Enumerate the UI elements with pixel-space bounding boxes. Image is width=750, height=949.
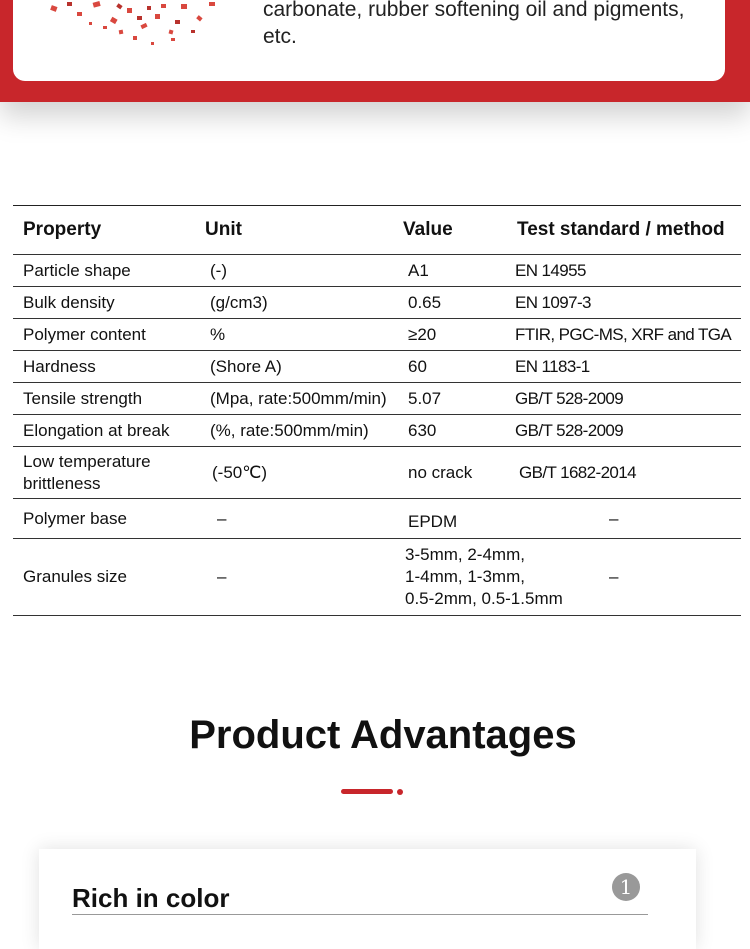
cell-unit: (Mpa, rate:500mm/min) bbox=[203, 383, 403, 415]
cell-value: 5.07 bbox=[403, 383, 506, 415]
cell-value: no crack bbox=[403, 447, 506, 499]
cell-unit: % bbox=[203, 319, 403, 351]
header-unit: Unit bbox=[203, 206, 403, 255]
accent-dot bbox=[397, 789, 403, 795]
cell-standard: EN 1097-3 bbox=[506, 287, 741, 319]
divider bbox=[72, 914, 648, 915]
cell-standard: EN 14955 bbox=[506, 255, 741, 287]
cell-property bbox=[13, 447, 203, 499]
table-row bbox=[13, 351, 741, 383]
table-row bbox=[13, 287, 741, 319]
cell-value-line: 3-5mm, 2-4mm, bbox=[405, 545, 525, 564]
cell-property: Tensile strength bbox=[13, 383, 203, 415]
header-value: Value bbox=[403, 206, 506, 255]
advantage-title: Rich in color bbox=[72, 883, 230, 913]
cell-value-line: 1-4mm, 1-3mm, bbox=[405, 567, 525, 586]
cell-value: EPDM bbox=[403, 499, 506, 539]
cell-property: Polymer content bbox=[13, 319, 203, 351]
cell-standard: GB/T 528-2009 bbox=[506, 383, 741, 415]
number-one-icon: 1 bbox=[612, 873, 640, 901]
banner-text-line: etc. bbox=[263, 25, 297, 48]
table-row bbox=[13, 539, 741, 616]
table-row bbox=[13, 319, 741, 351]
cell-standard: – bbox=[506, 499, 741, 539]
accent-bar bbox=[341, 789, 393, 794]
cell-standard: GB/T 1682-2014 bbox=[506, 447, 741, 499]
cell-value: A1 bbox=[403, 255, 506, 287]
cell-property: Bulk density bbox=[13, 287, 203, 319]
table-row bbox=[13, 415, 741, 447]
cell-standard: EN 1183-1 bbox=[506, 351, 741, 383]
cell-property: Elongation at break bbox=[13, 415, 203, 447]
cell-value: 60 bbox=[403, 351, 506, 383]
cell-value: ≥20 bbox=[403, 319, 506, 351]
banner-card bbox=[13, 0, 725, 81]
cell-unit: (-50℃) bbox=[203, 447, 403, 499]
property-table bbox=[13, 205, 741, 616]
table-row bbox=[13, 383, 741, 415]
header-property: Property bbox=[13, 206, 203, 255]
cell-unit: – bbox=[203, 499, 403, 539]
cell-standard: GB/T 528-2009 bbox=[506, 415, 741, 447]
table-row bbox=[13, 499, 741, 539]
banner-text-line: carbonate, rubber softening oil and pigments, bbox=[263, 0, 685, 21]
cell-unit: (%, rate:500mm/min) bbox=[203, 415, 403, 447]
cell-value: 0.65 bbox=[403, 287, 506, 319]
banner-description bbox=[263, 0, 723, 50]
cell-property: Particle shape bbox=[13, 255, 203, 287]
table-row bbox=[13, 255, 741, 287]
cell-property-line: Low temperature bbox=[23, 451, 151, 471]
cell-value-line: 0.5-2mm, 0.5-1.5mm bbox=[405, 589, 563, 608]
cell-property: Hardness bbox=[13, 351, 203, 383]
cell-property: Polymer base bbox=[13, 499, 203, 539]
advantage-card bbox=[39, 849, 696, 949]
red-banner bbox=[0, 0, 750, 102]
rubber-granules-image bbox=[31, 0, 231, 70]
cell-standard: FTIR, PGC-MS, XRF and TGA bbox=[506, 319, 741, 351]
cell-value: 630 bbox=[403, 415, 506, 447]
table-header-row bbox=[13, 206, 741, 255]
table-row bbox=[13, 447, 741, 499]
cell-unit: (-) bbox=[203, 255, 403, 287]
header-test-standard: Test standard / method bbox=[506, 206, 741, 255]
cell-value bbox=[403, 539, 563, 616]
cell-property: Granules size bbox=[13, 539, 203, 616]
cell-property-line: brittleness bbox=[23, 473, 101, 493]
cell-unit: (g/cm3) bbox=[203, 287, 403, 319]
cell-unit: – bbox=[203, 539, 403, 616]
section-title: Product Advantages bbox=[189, 713, 577, 757]
cell-standard: – bbox=[506, 539, 741, 616]
cell-unit: (Shore A) bbox=[203, 351, 403, 383]
